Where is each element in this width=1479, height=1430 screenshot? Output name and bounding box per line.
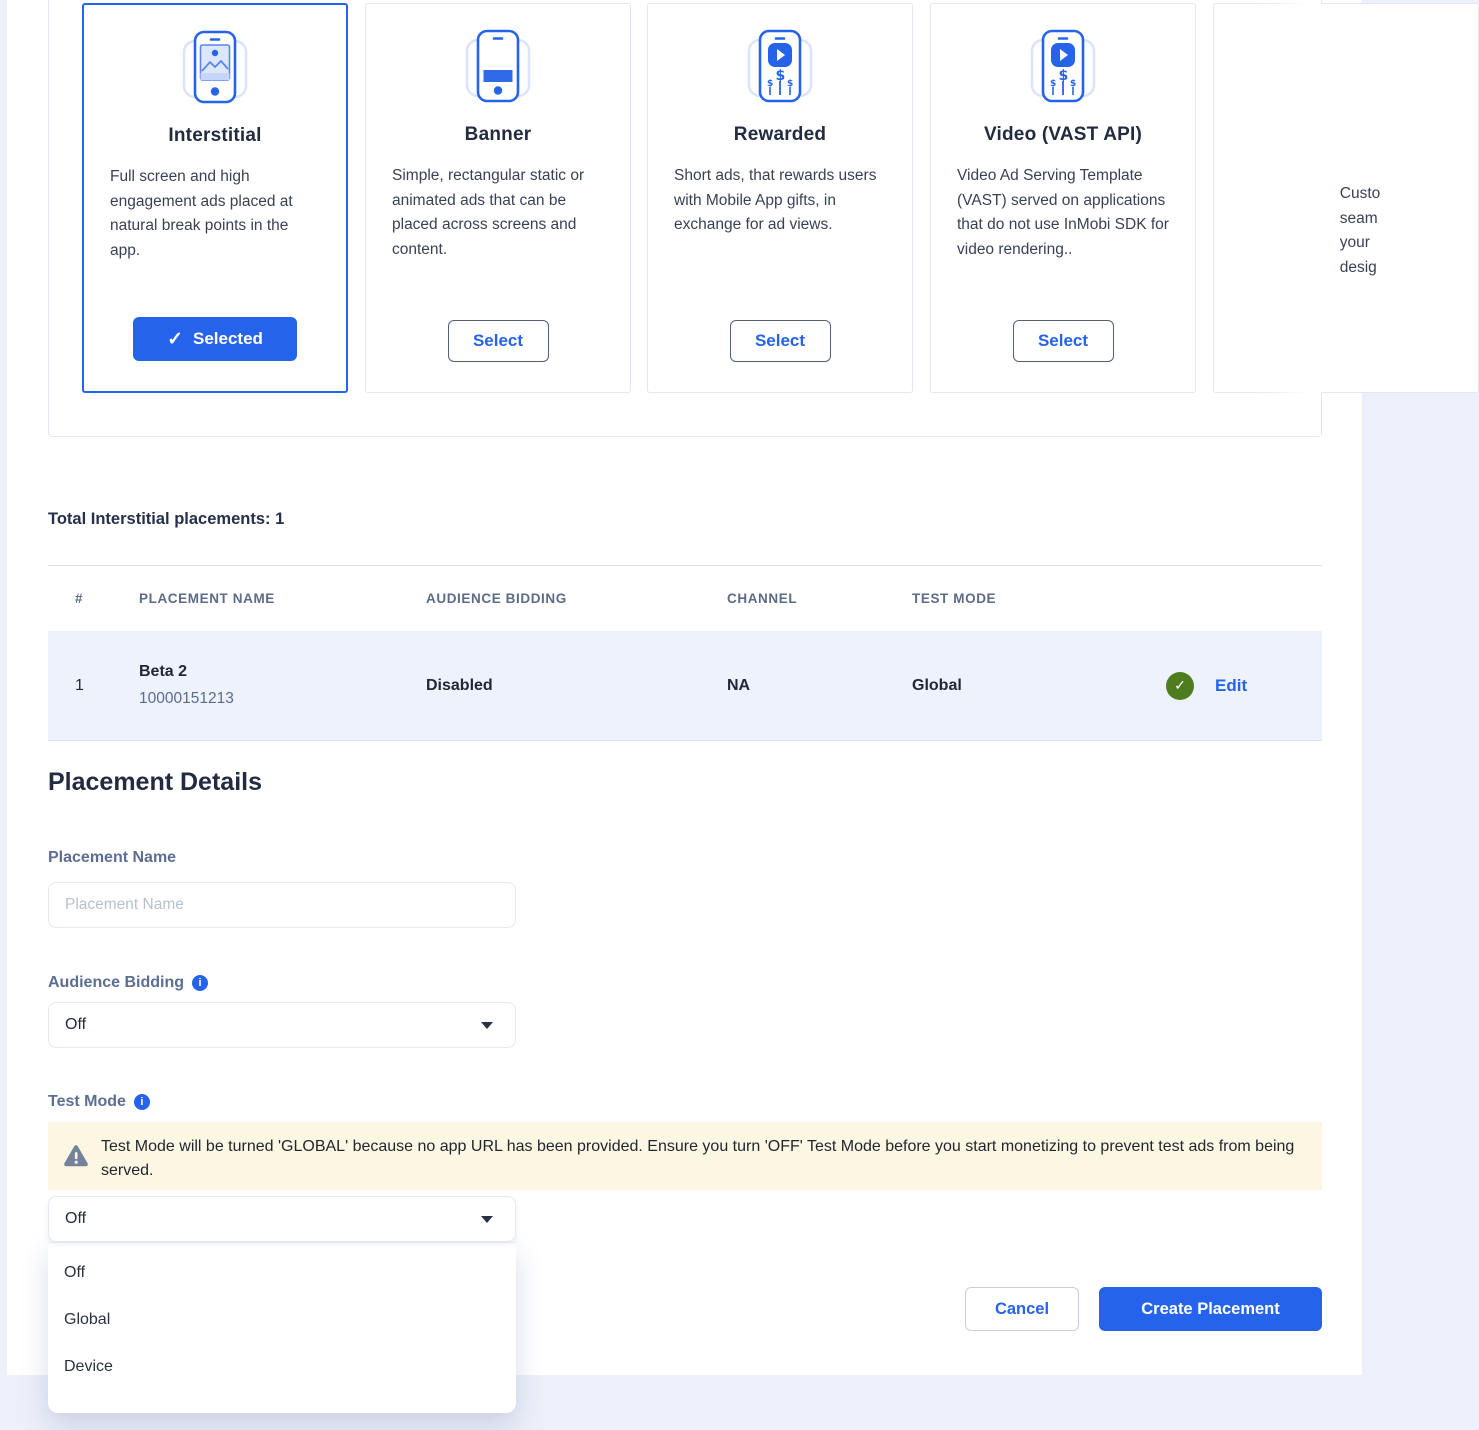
edit-link[interactable]: Edit	[1215, 675, 1248, 695]
svg-text:$: $	[787, 79, 794, 89]
selected-button[interactable]: ✓ Selected	[133, 317, 297, 361]
header-index: #	[75, 591, 84, 606]
svg-text:$: $	[1050, 79, 1057, 89]
channel-value: NA	[727, 676, 751, 694]
warning-triangle-icon	[63, 1144, 89, 1173]
select-button[interactable]: Select	[730, 320, 831, 362]
ad-type-card-clipped[interactable]	[1213, 3, 1479, 393]
test-mode-label: Test Mode i	[48, 1093, 150, 1111]
card-description: Simple, rectangular static or animated ads that can be placed across screens and content.	[392, 167, 585, 258]
card-title: Video (VAST API)	[983, 124, 1143, 145]
table-row	[48, 631, 1322, 741]
chevron-down-icon	[481, 1022, 493, 1029]
header-test-mode: TEST MODE	[912, 591, 997, 606]
row-index: 1	[75, 676, 84, 694]
card-title: Rewarded	[733, 124, 827, 145]
section-title: Placement Details	[48, 768, 262, 796]
total-placements-label: Total Interstitial placements: 1	[48, 510, 285, 528]
rewarded-phone-icon	[732, 16, 828, 116]
card-description: Short ads, that rewards users with Mobile App gifts, in exchange for ad views.	[674, 167, 877, 233]
audience-bidding-value: Disabled	[426, 676, 493, 694]
dropdown-option-global[interactable]: Global	[64, 1310, 111, 1328]
card-title: Banner	[464, 124, 532, 145]
table-header-row	[48, 565, 1322, 631]
svg-text:$: $	[775, 68, 786, 84]
ad-type-card-video-vast[interactable]	[930, 3, 1196, 393]
ad-type-card-interstitial[interactable]	[82, 3, 348, 393]
interstitial-phone-icon	[167, 17, 263, 117]
ad-type-card-banner[interactable]	[365, 3, 631, 393]
header-placement-name: PLACEMENT NAME	[139, 591, 275, 606]
card-description: Full screen and high engagement ads placed at natural break points in the app.	[110, 168, 293, 259]
svg-text:$: $	[1058, 68, 1069, 84]
select-button[interactable]: Select	[448, 320, 549, 362]
test-mode-select[interactable]: Off	[48, 1196, 516, 1242]
ad-type-card-list	[48, 0, 1381, 437]
card-description: Video Ad Serving Template (VAST) served on applications that do not use InMobi SDK for video rendering..	[957, 167, 1169, 258]
placements-table	[48, 565, 1322, 741]
test-mode-value: Global	[912, 676, 962, 694]
video-phone-icon	[1015, 16, 1111, 116]
create-placement-button[interactable]: Create Placement	[1099, 1287, 1322, 1331]
header-audience-bidding: AUDIENCE BIDDING	[426, 591, 567, 606]
test-mode-dropdown-menu	[48, 1242, 516, 1413]
test-mode-warning-banner	[48, 1122, 1322, 1190]
audience-bidding-select[interactable]: Off	[48, 1002, 516, 1048]
banner-phone-icon	[450, 16, 546, 116]
dropdown-option-off[interactable]: Off	[64, 1263, 86, 1281]
warning-text: Test Mode will be turned 'GLOBAL' because no app URL has been provided. Ensure you turn 'OFF' Test Mode before you start monetizing to prevent test ads from being served.	[101, 1138, 1295, 1179]
card-description-clipped: Custo seam your desig	[1339, 185, 1381, 276]
header-channel: CHANNEL	[727, 591, 798, 606]
info-icon[interactable]: i	[134, 1094, 150, 1110]
ad-type-card-rewarded[interactable]	[647, 3, 913, 393]
dropdown-option-device[interactable]: Device	[64, 1357, 113, 1375]
svg-text:$: $	[1070, 79, 1077, 89]
audience-bidding-label: Audience Bidding i	[48, 974, 208, 992]
select-button[interactable]: Select	[1013, 320, 1114, 362]
placement-name-input[interactable]	[48, 882, 516, 928]
placement-name-value: Beta 2	[139, 663, 188, 680]
placement-name-label: Placement Name	[48, 849, 177, 866]
check-icon: ✓	[167, 328, 183, 350]
cancel-button[interactable]: Cancel	[965, 1287, 1079, 1331]
status-check-icon: ✓	[1166, 672, 1194, 700]
card-title: Interstitial	[168, 125, 262, 146]
chevron-down-icon	[481, 1216, 493, 1223]
placement-id-value: 10000151213	[139, 690, 234, 707]
info-icon[interactable]: i	[192, 975, 208, 991]
svg-text:$: $	[767, 79, 774, 89]
